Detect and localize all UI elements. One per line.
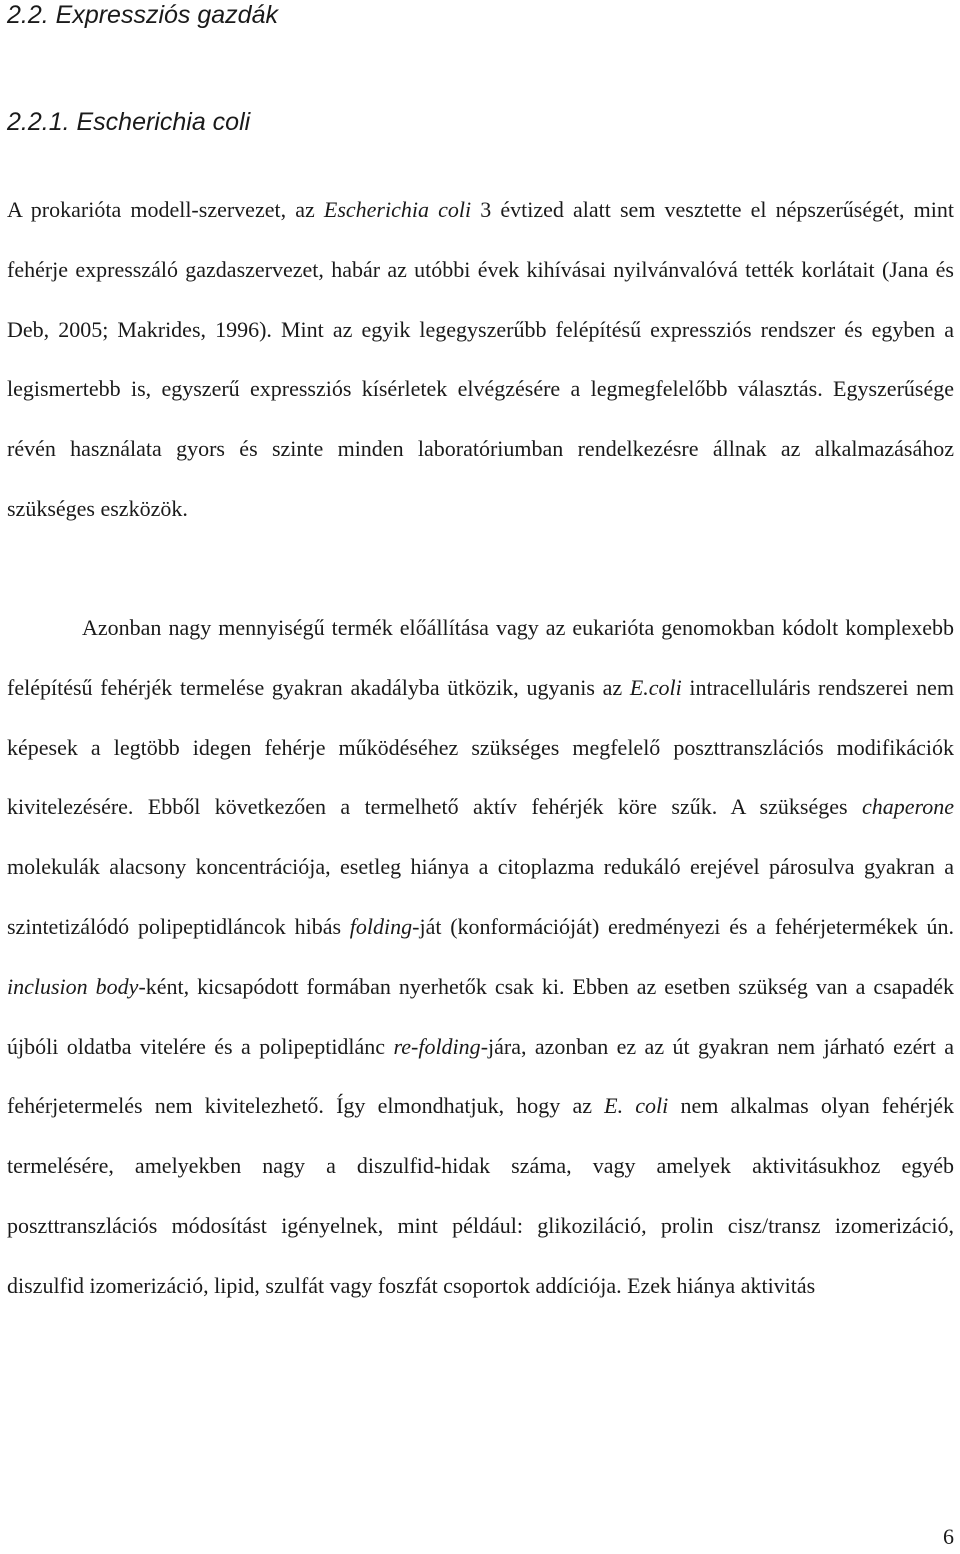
paragraph-2-run-11: -jára, azonban ez az út gyakran nem járható ezért a fehérjetermelés nem kivitelezhető. Így elmondhatjuk, hogy az [7, 1033, 954, 1119]
paragraph-2-run-12: E. coli [604, 1093, 669, 1119]
paragraph-2-run-2: E.coli [629, 674, 682, 700]
paragraph-1-run-1: A prokarióta modell-szervezet, az [7, 197, 324, 222]
paragraph-2-run-7: -ját (konformációját) eredményezi és a fehérjetermékek ún. [412, 913, 954, 939]
paragraph-2 [7, 598, 954, 1316]
document-body-first [7, 180, 954, 539]
paragraph-1-run-2: Escherichia coli [323, 197, 472, 222]
paragraph-2-run-3: intracelluláris rendszerei nem képesek a legtöbb idegen fehérje működéséhez szükséges megfelelő poszttranszlációs modifikációk kivitelezésére. Ebből következően a termelhető aktív fehérjék köre szűk. A szükséges [7, 674, 955, 820]
paragraph-2-run-1: Azonban nagy mennyiségű termék előállítása vagy az eukarióta genomokban kódolt komplexebb felépítésű fehérjék termelése gyakran akadályba ütközik, ugyanis az [7, 615, 954, 700]
paragraph-2-run-4: chaperone [861, 794, 954, 820]
paragraph-1 [7, 180, 954, 539]
paragraph-2-run-9: -ként, kicsapódott formában nyerhetők csak ki. Ebben az esetben szükség van a csapadék újbóli oldatba vitelére és a polipeptidlánc [7, 973, 954, 1059]
document-body-second [7, 598, 954, 1316]
paragraph-2-run-8: inclusion body [7, 973, 139, 999]
paragraph-2-run-5: molekulák alacsony koncentrációja, esetleg hiánya a citoplazma redukáló erejével párosulva gyakran a szintetizálódó polipeptidláncok hibás [7, 854, 954, 939]
paragraph-2-run-10: re-folding [393, 1033, 481, 1059]
subsection-heading: 2.2.1. Escherichia coli [7, 108, 251, 136]
page-number: 6 [943, 1524, 954, 1549]
paragraph-1-run-3: 3 évtized alatt sem vesztette el népszerűségét, mint fehérje expresszáló gazdaszervezet, habár az utóbbi évek kihívásai nyilvánvalóvá tették korlátait (Jana és Deb, 2005; Makrides, 1996). Mint az egyik legegyszerűbb felépítésű expressziós rendszer és egyben a legismertebb is, egyszerű expressziós kísérletek elvégzésére a legmegfelelőbb választás. Egyszerűsége révén használata gyors és szinte minden laboratóriumban rendelkezésre állnak az alkalmazásához szükséges eszközök. [7, 197, 954, 521]
paragraph-2-run-13: nem alkalmas olyan fehérjék termelésére, amelyekben nagy a diszulfid-hidak száma, vagy amelyek aktivitásukhoz egyéb poszttranszlációs módosítást igényelnek, mint például: glikoziláció, prolin cisz/transz izomerizáció, diszulfid izomerizáció, lipid, szulfát vagy foszfát csoportok addíciója. Ezek hiánya aktivitás [7, 1093, 954, 1298]
section-heading: 2.2. Expressziós gazdák [7, 1, 278, 29]
paragraph-2-run-6: folding [349, 913, 413, 939]
